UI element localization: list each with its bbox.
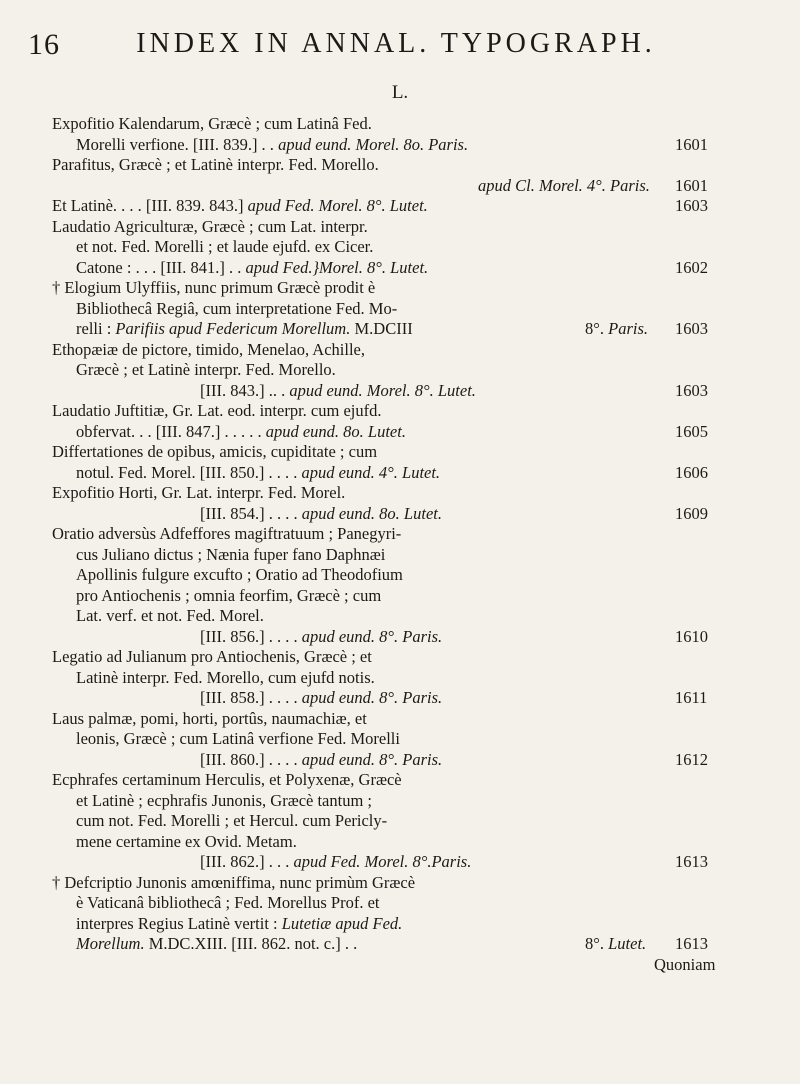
line-text: † Elogium Ulyffiis, nunc primum Græcè prodit è — [52, 278, 376, 297]
line-text: Et Latinè. . . . [III. 839. 843.] apud Fed. Morel. 8°. Lutet. — [52, 196, 428, 215]
line-text: † Defcriptio Junonis amœniffima, nunc primùm Græcè — [52, 872, 416, 892]
index-line — [0, 565, 800, 586]
imprint-text: Parifiis apud Federicum Morellum. — [115, 319, 351, 338]
line-text: Laudatio Agriculturæ, Græcè ; cum Lat. interpr. — [52, 216, 368, 236]
line-text: Lat. verf. et not. Fed. Morel. — [76, 606, 264, 625]
index-line — [0, 545, 800, 566]
line-text: [III. 862.] . . . apud Fed. Morel. 8°.Paris. — [200, 852, 472, 871]
line-text: Ethopæiæ de pictore, timido, Menelao, Achille, — [52, 339, 365, 359]
index-line — [0, 791, 800, 812]
index-line — [0, 381, 800, 402]
imprint-format: 8°. Lutet. — [585, 934, 647, 953]
line-text: Morelli verfione. [III. 839.] . . apud eund. Morel. 8o. Paris. — [76, 134, 469, 154]
index-line — [0, 237, 800, 258]
index-line — [0, 176, 800, 197]
line-text: è Vaticanâ bibliothecâ ; Fed. Morellus Prof. et — [76, 893, 380, 912]
imprint-format: 8°. Paris. — [585, 319, 648, 338]
index-line — [0, 606, 800, 627]
index-line — [0, 340, 800, 361]
index-line — [0, 750, 800, 771]
line-text: Laus palmæ, pomi, horti, portûs, naumachiæ, et — [52, 708, 367, 728]
imprint-text: Lutetiæ apud Fed. — [281, 913, 403, 933]
line-text: [III. 854.] . . . . apud eund. 8o. Lutet. — [200, 503, 442, 523]
imprint-text: apud Fed. Morel. 8°.Paris. — [293, 852, 472, 871]
imprint-text: apud eund. 8o. Lutet. — [301, 503, 442, 523]
index-line — [0, 278, 800, 299]
imprint-year: 1610 — [675, 626, 708, 646]
line-text: [III. 856.] . . . . apud eund. 8°. Paris. — [200, 626, 443, 646]
line-text: Laudatio Juftitiæ, Gr. Lat. eod. interpr. cum ejufd. — [52, 401, 382, 420]
index-line — [0, 504, 800, 525]
imprint-year: 1611 — [675, 688, 708, 707]
index-line — [0, 914, 800, 935]
line-text: Græcè ; et Latinè interpr. Fed. Morello. — [76, 360, 336, 379]
running-title: INDEX IN ANNAL. TYPOGRAPH. — [136, 28, 656, 59]
imprint-year: 1601 — [675, 175, 708, 195]
line-text: Oratio adversùs Adfeffores magiftratuum ; Panegyri- — [52, 524, 402, 543]
imprint-year: 1603 — [675, 380, 708, 400]
index-line — [0, 627, 800, 648]
index-line — [0, 729, 800, 750]
index-line — [0, 442, 800, 463]
index-line — [0, 934, 800, 955]
index-line — [0, 709, 800, 730]
line-text: relli : Parifiis apud Federicum Morellum. M.DCIII — [76, 319, 413, 338]
line-text: notul. Fed. Morel. [III. 850.] . . . . apud eund. 4°. Lutet. — [76, 462, 441, 482]
imprint-text: apud eund. Morel. 8°. Lutet. — [289, 380, 476, 400]
index-line — [0, 114, 800, 135]
imprint-year: 1602 — [675, 257, 708, 277]
imprint-year: 1603 — [675, 319, 708, 338]
index-line — [0, 893, 800, 914]
section-letter: L. — [391, 82, 409, 103]
index-line — [0, 319, 800, 340]
line-text: pro Antiochenis ; omnia feorfim, Græcè ; cum — [76, 585, 382, 605]
imprint-year: 1603 — [675, 196, 708, 215]
line-text: Apollinis fulgure excufto ; Oratio ad Theodofium — [76, 565, 403, 584]
imprint-text: apud Fed. Morel. 8°. Lutet. — [247, 196, 428, 215]
line-text: [III. 843.] .. . apud eund. Morel. 8°. Lutet. — [200, 380, 476, 400]
imprint-year: 1613 — [675, 934, 708, 953]
imprint-year: 1605 — [675, 421, 708, 441]
page-number: 16 — [28, 28, 60, 61]
line-text: Bibliothecâ Regiâ, cum interpretatione Fed. Mo- — [76, 298, 398, 318]
line-text: obfervat. . . [III. 847.] . . . . . apud eund. 8o. Lutet. — [76, 421, 406, 441]
index-line — [0, 955, 800, 976]
index-line — [0, 135, 800, 156]
line-text: [III. 858.] . . . . apud eund. 8°. Paris. — [200, 688, 443, 707]
index-entries — [0, 114, 800, 975]
line-text: cum not. Fed. Morelli ; et Hercul. cum Pericly- — [76, 811, 388, 830]
imprint-text: apud eund. 8°. Paris. — [301, 688, 443, 707]
imprint-year: 1612 — [675, 749, 708, 769]
imprint-text: apud eund. 8o. Lutet. — [265, 421, 406, 441]
imprint-text: apud eund. 8°. Paris. — [301, 626, 443, 646]
index-line — [0, 155, 800, 176]
line-text: Latinè interpr. Fed. Morello, cum ejufd notis. — [76, 667, 375, 687]
imprint-year: 1606 — [675, 462, 708, 482]
imprint-year: 1609 — [675, 503, 708, 523]
imprint-year: 1613 — [675, 852, 708, 871]
line-text: Catone : . . . [III. 841.] . . apud Fed.}Morel. 8°. Lutet. — [76, 257, 429, 277]
line-text: mene certamine ex Ovid. Metam. — [76, 831, 297, 851]
imprint-text: apud eund. Morel. 8o. Paris. — [278, 134, 469, 154]
index-line — [0, 299, 800, 320]
imprint-text: apud eund. 4°. Lutet. — [301, 462, 441, 482]
line-text: cus Juliano dictus ; Nænia fuper fano Daphnæi — [76, 544, 386, 564]
index-line — [0, 811, 800, 832]
index-line — [0, 524, 800, 545]
line-text: Legatio ad Julianum pro Antiochenis, Græcè ; et — [52, 647, 372, 666]
index-line — [0, 852, 800, 873]
index-line — [0, 668, 800, 689]
line-text: Morellum. M.DC.XIII. [III. 862. not. c.] . . — [76, 934, 358, 953]
imprint-year: 1601 — [675, 134, 708, 154]
index-line — [0, 422, 800, 443]
imprint-text: apud Fed.}Morel. 8°. Lutet. — [245, 257, 429, 277]
imprint-text: Morellum. — [76, 934, 145, 953]
index-line — [0, 770, 800, 791]
line-text: Ecphrafes certaminum Herculis, et Polyxenæ, Græcè — [52, 770, 402, 789]
index-line — [0, 463, 800, 484]
index-line — [0, 258, 800, 279]
index-line — [0, 196, 800, 217]
page-header — [0, 28, 800, 68]
index-line — [0, 217, 800, 238]
index-line — [0, 873, 800, 894]
line-text: Expofitio Horti, Gr. Lat. interpr. Fed. Morel. — [52, 483, 346, 502]
line-text: interpres Regius Latinè vertit : Lutetiæ apud Fed. — [76, 913, 403, 933]
index-line — [0, 360, 800, 381]
line-text: leonis, Græcè ; cum Latinâ verfione Fed. Morelli — [76, 729, 400, 748]
line-text: et not. Fed. Morelli ; et laude ejufd. ex Cicer. — [76, 237, 374, 256]
line-text: et Latinè ; ecphrafis Junonis, Græcè tantum ; — [76, 790, 373, 810]
line-text: Parafitus, Græcè ; et Latinè interpr. Fed. Morello. — [52, 155, 379, 174]
index-line — [0, 483, 800, 504]
line-text: [III. 860.] . . . . apud eund. 8°. Paris. — [200, 749, 443, 769]
index-line — [0, 647, 800, 668]
line-text: Differtationes de opibus, amicis, cupiditate ; cum — [52, 442, 378, 461]
index-line — [0, 832, 800, 853]
imprint-text: apud Cl. Morel. 4°. Paris. — [478, 175, 650, 195]
imprint-text: apud eund. 8°. Paris. — [301, 749, 443, 769]
index-line — [0, 401, 800, 422]
line-text: Expofitio Kalendarum, Græcè ; cum Latinâ Fed. — [52, 114, 372, 133]
catchword: Quoniam — [654, 954, 716, 974]
index-line — [0, 688, 800, 709]
index-line — [0, 586, 800, 607]
